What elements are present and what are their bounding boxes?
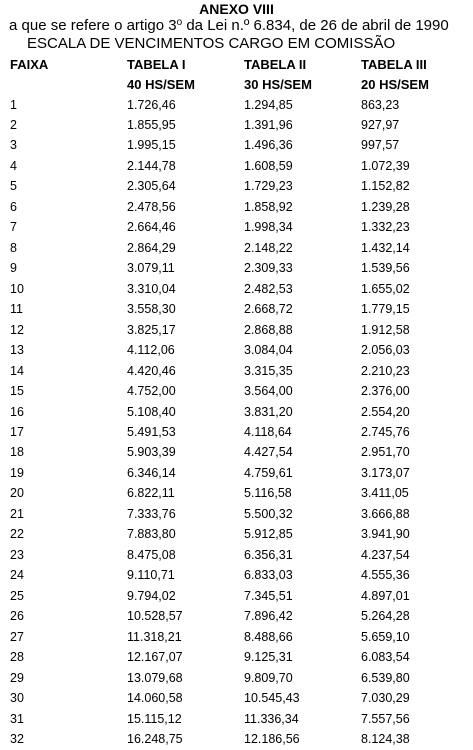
cell-faixa: 29 (10, 670, 24, 685)
cell-tabela-iii: 3.411,05 (361, 486, 409, 501)
cell-tabela-ii: 6.356,31 (244, 547, 293, 562)
table-row (0, 402, 473, 422)
cell-faixa: 21 (10, 506, 24, 521)
cell-tabela-i: 9.794,02 (127, 588, 176, 603)
cell-tabela-i: 4.420,46 (127, 363, 176, 378)
cell-tabela-i: 2.144,78 (127, 158, 176, 173)
cell-faixa: 17 (10, 425, 24, 439)
cell-tabela-ii: 2.148,22 (244, 240, 293, 255)
table-row (0, 238, 473, 258)
cell-tabela-ii: 4.427,54 (244, 445, 293, 460)
table-row (0, 586, 473, 606)
cell-tabela-iii: 4.237,54 (361, 547, 410, 562)
cell-tabela-iii: 1.539,56 (361, 261, 410, 276)
cell-tabela-i: 3.558,30 (127, 302, 176, 317)
cell-faixa: 25 (10, 588, 24, 603)
table-row (0, 565, 473, 585)
hours-header-tabela-iii: 20 HS/SEM (361, 77, 429, 92)
cell-faixa: 2 (10, 117, 17, 132)
cell-tabela-iii: 5.659,10 (361, 629, 410, 644)
cell-faixa: 7 (10, 220, 17, 235)
cell-tabela-ii: 9.809,70 (244, 670, 293, 685)
cell-faixa: 1 (10, 97, 17, 112)
cell-faixa: 5 (10, 179, 17, 194)
cell-tabela-iii: 4.897,01 (361, 588, 410, 603)
cell-tabela-iii: 1.239,28 (361, 199, 410, 214)
hours-header-tabela-i: 40 HS/SEM (127, 77, 195, 92)
document-title: ANEXO VIII (199, 1, 274, 17)
cell-tabela-iii: 7.030,29 (361, 691, 410, 706)
table-row (0, 606, 473, 626)
cell-tabela-ii: 5.912,85 (244, 527, 293, 542)
table-row (0, 627, 473, 647)
cell-faixa: 4 (10, 158, 17, 173)
table-row (0, 258, 473, 278)
table-row (0, 299, 473, 319)
cell-tabela-iii: 1.332,23 (361, 220, 410, 235)
cell-faixa: 30 (10, 691, 24, 706)
cell-faixa: 22 (10, 527, 24, 542)
table-row (0, 95, 473, 115)
cell-tabela-ii: 1.729,23 (244, 179, 293, 194)
cell-tabela-ii: 11.336,34 (244, 711, 299, 726)
table-row (0, 483, 473, 503)
cell-tabela-iii: 1.655,02 (361, 281, 410, 296)
cell-tabela-i: 11.318,21 (127, 629, 182, 644)
cell-tabela-iii: 2.056,03 (361, 343, 410, 358)
cell-tabela-i: 5.903,39 (127, 445, 176, 460)
cell-faixa: 14 (10, 363, 24, 378)
table-row (0, 279, 473, 299)
table-row (0, 156, 473, 176)
table-row (0, 442, 473, 462)
cell-tabela-iii: 2.376,00 (361, 384, 410, 399)
cell-tabela-iii: 8.124,38 (361, 732, 410, 747)
cell-tabela-ii: 4.118,64 (244, 425, 292, 439)
column-header-faixa: FAIXA (10, 57, 49, 72)
table-row (0, 545, 473, 565)
cell-tabela-i: 2.478,56 (127, 199, 176, 214)
table-row (0, 361, 473, 381)
cell-tabela-ii: 5.500,32 (244, 506, 293, 521)
cell-tabela-iii: 5.264,28 (361, 609, 410, 624)
cell-tabela-i: 7.333,76 (127, 506, 176, 521)
cell-tabela-iii: 2.554,20 (361, 404, 410, 419)
table-row (0, 729, 473, 749)
table-row (0, 340, 473, 360)
cell-tabela-i: 2.664,46 (127, 220, 176, 235)
cell-tabela-i: 2.864,29 (127, 240, 176, 255)
cell-tabela-iii: 3.666,88 (361, 506, 410, 521)
cell-tabela-ii: 3.315,35 (244, 363, 293, 378)
cell-tabela-ii: 1.391,96 (244, 117, 293, 132)
hours-header-tabela-ii: 30 HS/SEM (244, 77, 312, 92)
table-row (0, 422, 473, 442)
cell-tabela-ii: 6.833,03 (244, 568, 293, 583)
cell-faixa: 19 (10, 465, 24, 480)
cell-tabela-i: 14.060,58 (127, 691, 183, 706)
cell-tabela-i: 9.110,71 (127, 568, 175, 583)
document-subtitle (9, 17, 449, 35)
cell-tabela-iii: 7.557,56 (361, 711, 410, 726)
table-row (0, 709, 473, 729)
cell-faixa: 6 (10, 199, 17, 214)
table-row (0, 524, 473, 544)
cell-tabela-i: 13.079,68 (127, 670, 183, 685)
cell-tabela-ii: 2.309,33 (244, 261, 293, 276)
table-row (0, 115, 473, 135)
cell-faixa: 3 (10, 138, 17, 153)
cell-faixa: 28 (10, 650, 24, 665)
cell-faixa: 20 (10, 486, 24, 501)
subtitle-ordinal-mark: o (176, 17, 183, 28)
cell-tabela-iii: 6.539,80 (361, 670, 410, 685)
cell-tabela-i: 8.475,08 (127, 547, 176, 562)
cell-faixa: 31 (10, 711, 24, 726)
cell-tabela-ii: 2.868,88 (244, 322, 293, 337)
cell-tabela-ii: 1.608,59 (244, 158, 293, 173)
cell-tabela-ii: 2.482,53 (244, 281, 293, 296)
cell-tabela-ii: 12.186,56 (244, 732, 300, 747)
cell-tabela-ii: 3.831,20 (244, 404, 293, 419)
cell-tabela-ii: 10.545,43 (244, 691, 300, 706)
cell-tabela-ii: 9.125,31 (244, 650, 293, 665)
table-row (0, 504, 473, 524)
subtitle-text-end: da Lei n.º 6.834, de 26 de abril de 1990 (182, 17, 449, 34)
cell-tabela-ii: 8.488,66 (244, 629, 293, 644)
column-header-tabela-ii: TABELA II (244, 57, 307, 72)
cell-faixa: 15 (10, 384, 24, 399)
cell-tabela-ii: 3.084,04 (244, 343, 293, 358)
table-row (0, 381, 473, 401)
column-header-tabela-i: TABELA I (127, 57, 186, 72)
cell-tabela-i: 4.112,06 (127, 343, 175, 358)
cell-tabela-i: 10.528,57 (127, 609, 183, 624)
cell-faixa: 8 (10, 240, 17, 255)
scale-title: ESCALA DE VENCIMENTOS CARGO EM COMISSÃO (27, 35, 396, 52)
cell-tabela-i: 16.248,75 (127, 732, 183, 747)
cell-tabela-iii: 1.072,39 (361, 158, 410, 173)
cell-tabela-i: 3.310,04 (127, 281, 176, 296)
cell-tabela-iii: 2.745,76 (361, 425, 410, 439)
cell-tabela-ii: 1.496,36 (244, 138, 293, 153)
cell-tabela-iii: 1.152,82 (361, 179, 410, 194)
cell-tabela-ii: 5.116,58 (244, 486, 292, 501)
cell-faixa: 11 (10, 302, 23, 317)
table-row (0, 647, 473, 667)
table-row (0, 135, 473, 155)
cell-tabela-ii: 4.759,61 (244, 465, 293, 480)
cell-tabela-iii: 927,97 (361, 117, 400, 132)
cell-tabela-iii: 4.555,36 (361, 568, 410, 583)
cell-faixa: 23 (10, 547, 24, 562)
cell-tabela-iii: 3.173,07 (361, 465, 410, 480)
cell-tabela-i: 1.995,15 (127, 138, 176, 153)
cell-tabela-ii: 7.896,42 (244, 609, 293, 624)
cell-tabela-i: 6.346,14 (127, 465, 176, 480)
cell-faixa: 27 (10, 629, 24, 644)
table-row (0, 463, 473, 483)
salary-table-body (0, 95, 473, 750)
cell-tabela-iii: 2.951,70 (361, 445, 410, 460)
cell-faixa: 18 (10, 445, 24, 460)
cell-tabela-ii: 1.294,85 (244, 97, 293, 112)
cell-faixa: 16 (10, 404, 24, 419)
cell-tabela-i: 3.079,11 (127, 261, 175, 276)
cell-faixa: 9 (10, 261, 17, 276)
table-row (0, 176, 473, 196)
cell-tabela-ii: 2.668,72 (244, 302, 293, 317)
cell-tabela-iii: 1.432,14 (361, 240, 410, 255)
cell-faixa: 26 (10, 609, 24, 624)
table-row (0, 217, 473, 237)
cell-tabela-ii: 7.345,51 (244, 588, 293, 603)
cell-tabela-iii: 863,23 (361, 97, 400, 112)
cell-tabela-i: 7.883,80 (127, 527, 176, 542)
cell-tabela-i: 5.108,40 (127, 404, 176, 419)
cell-faixa: 32 (10, 732, 24, 747)
cell-tabela-i: 1.855,95 (127, 117, 176, 132)
cell-faixa: 10 (10, 281, 24, 296)
cell-tabela-i: 12.167,07 (127, 650, 183, 665)
cell-tabela-i: 1.726,46 (127, 97, 176, 112)
cell-tabela-i: 2.305,64 (127, 179, 176, 194)
table-row (0, 197, 473, 217)
cell-tabela-i: 5.491,53 (127, 425, 176, 439)
cell-tabela-iii: 1.779,15 (361, 302, 410, 317)
cell-tabela-iii: 3.941,90 (361, 527, 410, 542)
subtitle-text-start: a que se refere o artigo 3 (9, 17, 177, 34)
cell-tabela-i: 15.115,12 (127, 711, 182, 726)
column-header-tabela-iii: TABELA III (361, 57, 427, 72)
cell-tabela-i: 3.825,17 (127, 322, 176, 337)
cell-tabela-i: 6.822,11 (127, 486, 175, 501)
cell-tabela-iii: 6.083,54 (361, 650, 410, 665)
cell-tabela-i: 4.752,00 (127, 384, 176, 399)
cell-faixa: 13 (10, 343, 24, 358)
table-row (0, 688, 473, 708)
cell-faixa: 12 (10, 322, 24, 337)
cell-tabela-ii: 1.858,92 (244, 199, 293, 214)
table-row (0, 320, 473, 340)
cell-tabela-ii: 3.564,00 (244, 384, 293, 399)
cell-tabela-iii: 2.210,23 (361, 363, 410, 378)
cell-faixa: 24 (10, 568, 24, 583)
cell-tabela-iii: 1.912,58 (361, 322, 410, 337)
cell-tabela-iii: 997,57 (361, 138, 400, 153)
cell-tabela-ii: 1.998,34 (244, 220, 293, 235)
table-row (0, 668, 473, 688)
